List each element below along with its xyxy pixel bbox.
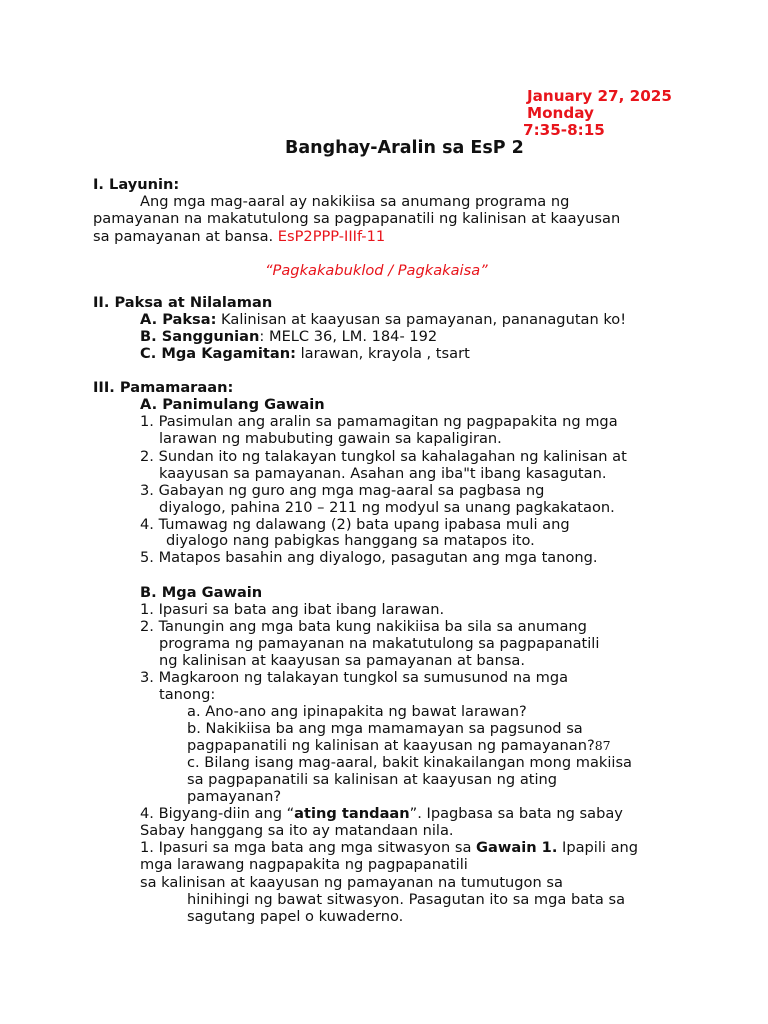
list-item — [140, 805, 623, 822]
layunin-line: pamayanan na makatutulong sa pagpapanatili ng kalinisan at kaayusan — [93, 210, 621, 227]
item4-pre: 4. Bigyang-diin ang “ — [140, 805, 295, 822]
melc-code: EsP2PPP-IIIf-11 — [277, 228, 386, 245]
section-pamamaraan-heading: III. Pamamaraan: — [93, 379, 234, 396]
list-item: larawan ng mabubuting gawain sa kapaligiran. — [159, 430, 502, 447]
question-item: pamayanan? — [187, 788, 282, 805]
list-item: 1. Pasimulan ang aralin sa pamamagitan ng pagpapakita ng mga — [140, 413, 618, 430]
list-item: ng kalinisan at kaayusan sa pamayanan at bansa. — [159, 652, 525, 669]
list-item: programa ng pamayanan na makatutulong sa pagpapanatili — [159, 635, 600, 652]
gawain-pre: 1. Ipasuri sa mga bata ang mga sitwasyon sa — [140, 839, 477, 856]
layunin-line-last — [93, 228, 385, 245]
sanggunian-item — [140, 328, 437, 345]
section-layunin-heading: I. Layunin: — [93, 176, 180, 193]
theme-text: “Pagkakabuklod / Pagkakaisa” — [265, 262, 488, 279]
question-item: c. Bilang isang mag-aaral, bakit kinakailangan mong makiisa — [187, 754, 632, 771]
question-item — [187, 737, 611, 754]
gawain-post: Ipapili ang — [557, 839, 639, 856]
paksa-text: Kalinisan at kaayusan sa pamayanan, pananagutan ko! — [216, 311, 627, 328]
list-item: hinihingi ng bawat sitwasyon. Pasagutan ito sa mga bata sa — [187, 891, 626, 908]
sanggunian-label: B. Sanggunian — [140, 328, 260, 345]
page-number: 87 — [594, 738, 611, 753]
layunin-text: sa pamayanan at bansa. — [93, 228, 274, 245]
list-item: diyalogo nang pabigkas hanggang sa matapos ito. — [166, 532, 535, 549]
list-item: sa kalinisan at kaayusan ng pamayanan na tumutugon sa — [140, 874, 563, 891]
list-item: 3. Magkaroon ng talakayan tungkol sa sumusunod na mga — [140, 669, 569, 686]
kagamitan-label: C. Mga Kagamitan: — [140, 345, 296, 362]
list-item: sagutang papel o kuwaderno. — [187, 908, 404, 925]
list-item: tanong: — [159, 686, 216, 703]
list-item: diyalogo, pahina 210 – 211 ng modyul sa unang pagkakataon. — [159, 499, 615, 516]
lesson-day: Monday — [527, 104, 594, 122]
list-item: 5. Matapos basahin ang diyalogo, pasagutan ang mga tanong. — [140, 549, 598, 566]
list-item: kaayusan sa pamayanan. Asahan ang iba"t ibang kasagutan. — [159, 465, 607, 482]
mga-gawain-heading: B. Mga Gawain — [140, 584, 263, 601]
layunin-line: Ang mga mag-aaral ay nakikiisa sa anumang programa ng — [140, 193, 570, 210]
list-item: 2. Sundan ito ng talakayan tungkol sa kahalagahan ng kalinisan at — [140, 448, 627, 465]
lesson-date: January 27, 2025 — [527, 87, 672, 105]
list-item: mga larawang nagpapakita ng pagpapanatili — [140, 856, 468, 873]
panimulang-gawain-heading: A. Panimulang Gawain — [140, 396, 325, 413]
page-title: Banghay-Aralin sa EsP 2 — [285, 138, 524, 158]
question-item: b. Nakikiisa ba ang mga mamamayan sa pagsunod sa — [187, 720, 583, 737]
question-item: sa pagpapanatili sa kalinisan at kaayusan ng ating — [187, 771, 558, 788]
paksa-label: A. Paksa: — [140, 311, 217, 328]
list-item: Sabay hanggang sa ito ay matandaan nila. — [140, 822, 454, 839]
item4-bold: ating tandaan — [294, 805, 410, 822]
question-text: pagpapanatili ng kalinisan at kaayusan ng pamayanan? — [187, 737, 595, 754]
list-item: 4. Tumawag ng dalawang (2) bata upang ipabasa muli ang — [140, 516, 570, 533]
kagamitan-item — [140, 345, 470, 362]
sanggunian-text: : MELC 36, LM. 184- 192 — [259, 328, 438, 345]
paksa-item — [140, 311, 626, 328]
section-paksa-heading: II. Paksa at Nilalaman — [93, 294, 273, 311]
list-item: 3. Gabayan ng guro ang mga mag-aaral sa pagbasa ng — [140, 482, 545, 499]
question-item: a. Ano-ano ang ipinapakita ng bawat larawan? — [187, 703, 527, 720]
item4-post: ”. Ipagbasa sa bata ng sabay — [409, 805, 623, 822]
gawain-bold: Gawain 1. — [476, 839, 558, 856]
list-item: 2. Tanungin ang mga bata kung nakikiisa ba sila sa anumang — [140, 618, 587, 635]
list-item: 1. Ipasuri sa bata ang ibat ibang larawan. — [140, 601, 445, 618]
list-item — [140, 839, 638, 856]
lesson-time: 7:35-8:15 — [523, 121, 605, 139]
kagamitan-text: larawan, krayola , tsart — [295, 345, 470, 362]
